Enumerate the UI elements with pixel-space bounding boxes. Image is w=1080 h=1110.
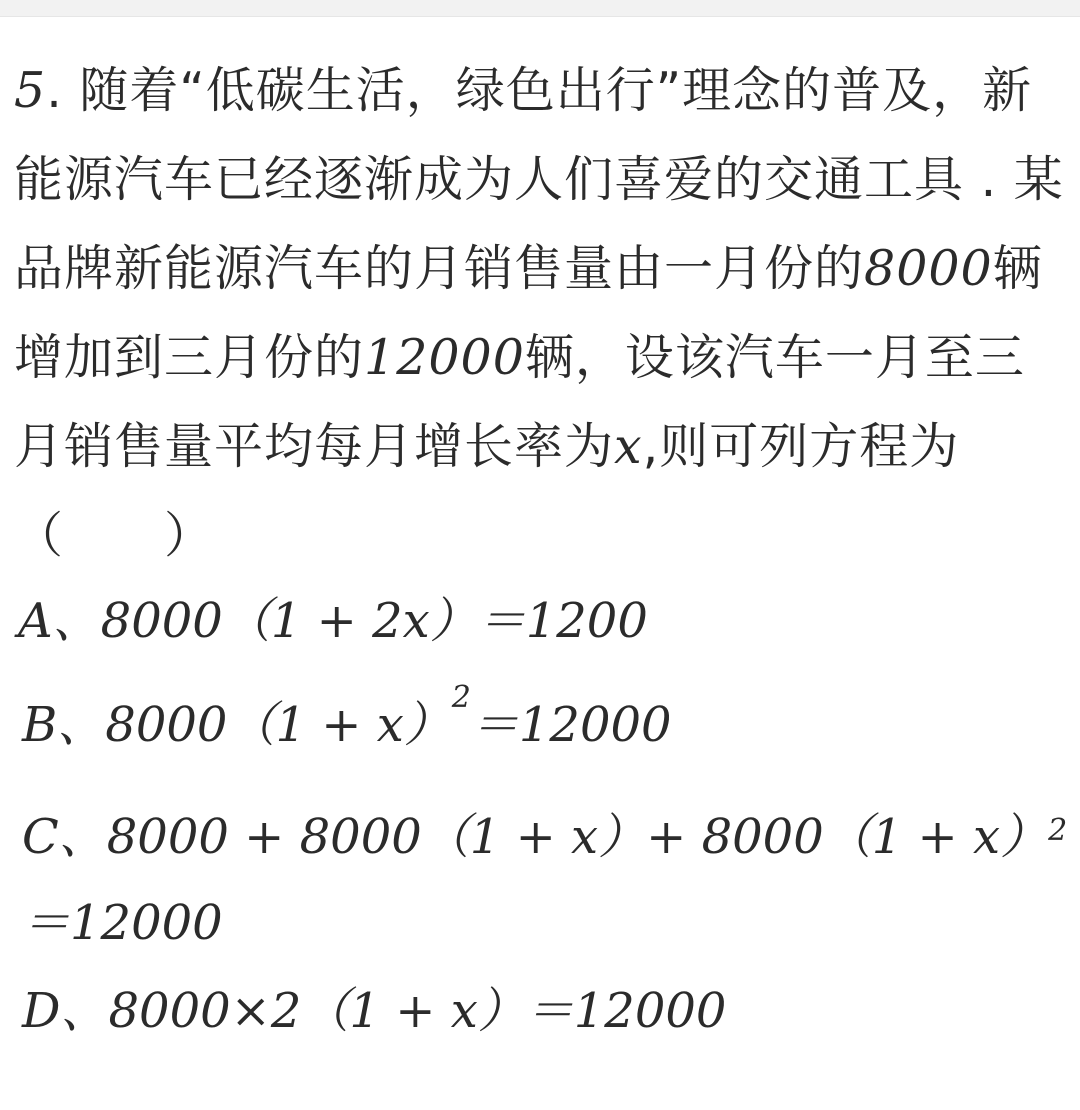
option-b-label: B、 xyxy=(22,697,106,753)
option-c-label: C、 xyxy=(22,809,107,865)
variable-x: x xyxy=(614,418,643,475)
option-c-expression-tail: ＝12000 xyxy=(22,895,223,951)
value-first-month: 8000 xyxy=(864,240,993,297)
option-b-expression: 8000（1 + x） xyxy=(105,697,452,753)
option-c[interactable] xyxy=(22,794,1072,966)
option-a-label: A、 xyxy=(18,593,101,649)
option-c-exponent: 2 xyxy=(1048,813,1068,848)
question-number: 5 xyxy=(14,62,47,119)
question-text-part4: ,则可列方程为（ ） xyxy=(14,418,960,564)
question-text xyxy=(14,46,1064,580)
top-strip xyxy=(0,0,1080,17)
option-b[interactable] xyxy=(22,680,672,755)
question-text-part3: 辆，设该汽车一月至三月销售量平均每月增长率为 xyxy=(14,329,1025,475)
option-d[interactable] xyxy=(22,972,726,1041)
option-c-expression: 8000 + 8000（1 + x）+ 8000（1 + x） xyxy=(106,809,1049,865)
option-b-exponent: 2 xyxy=(451,680,471,715)
option-a[interactable] xyxy=(18,582,648,651)
value-third-month: 12000 xyxy=(364,329,525,386)
question-text-part2: 辆增加到三月份的 xyxy=(14,240,1043,386)
question-text-part1: . 随着“低碳生活，绿色出行”理念的普及，新能源汽车已经逐渐成为人们喜爱的交通工具 . 某品牌新能源汽车的月销售量由一月份的 xyxy=(14,62,1064,297)
option-b-expression-tail: ＝12000 xyxy=(470,697,672,753)
option-d-label: D、 xyxy=(22,983,109,1039)
option-a-expression: 8000（1 + 2x）＝1200 xyxy=(100,593,648,649)
option-d-expression: 8000×2（1 + x）＝12000 xyxy=(108,983,727,1039)
